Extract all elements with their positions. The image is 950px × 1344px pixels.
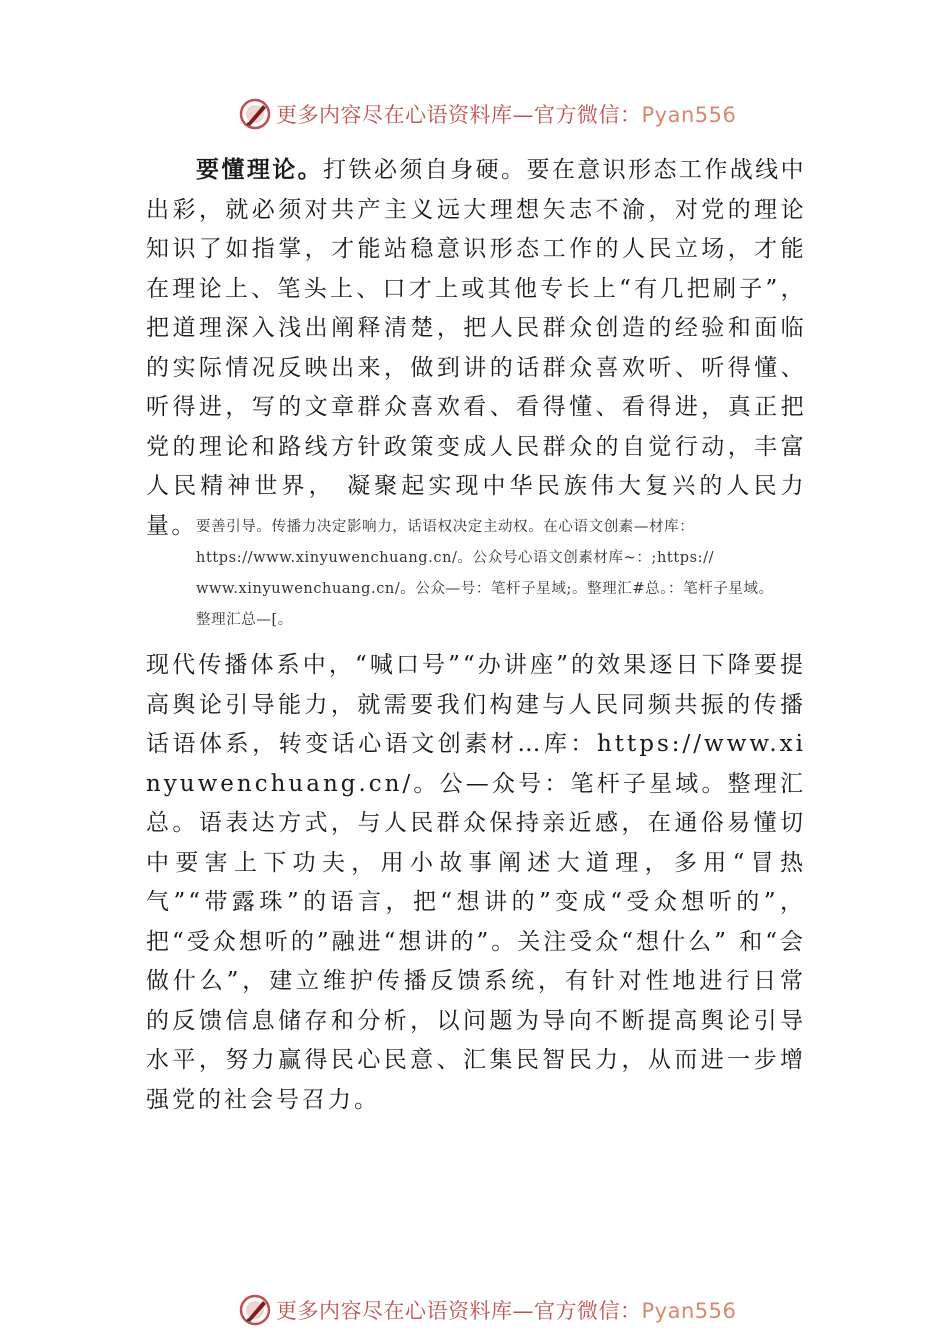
note-block bbox=[196, 512, 836, 636]
paragraph-body: 现代传播体系中，“喊口号”“办讲座”的效果逐日下降要提高舆论引导能力，就需要我们构建与人民同频共振的传播话语体系，转变话心语文创素材…库：https://www.xinyuwenchuang.cn/。公—众号：笔杆子星域。整理汇总。语表达方式，与人民群众保持亲近感，在通俗易懂切中要害上下功夫，用小故事阐述大道理，多用“冒热气”“带露珠”的语言，把“想讲的”变成“受众想听的”，把“受众想听的”融进“想讲的”。关注受众“想什么” 和“会做什么”，建立维护传播反馈系统，有针对性地进行日常的反馈信息储存和分析，以问题为导向不断提高舆论引导水平，努力赢得民心民意、汇集民智民力，从而进一步增强党的社会号召力。 bbox=[146, 652, 806, 1113]
wechat-id: Pyan556 bbox=[641, 1299, 737, 1323]
header-banner bbox=[238, 96, 758, 132]
note-line: 要善引导。传播力决定影响力，话语权决定主动权。在心语文创素—材库： bbox=[196, 519, 695, 535]
note-line: 整理汇总—[。 bbox=[196, 612, 293, 628]
footer-banner bbox=[238, 1292, 758, 1328]
note-line: https://www.xinyuwenchuang.cn/。公众号心语文创素材库~：;https:// bbox=[196, 550, 715, 566]
note-line: www.xinyuwenchuang.cn/。公众—号：笔杆子星域;。整理汇#总。：笔杆子星域。 bbox=[196, 581, 774, 597]
paragraph-body: 打铁必须自身硬。要在意识形态工作战线中出彩，就必须对共产主义远大理想矢志不渝，对党的理论知识了如指掌，才能站稳意识形态工作的人民立场，才能在理论上、笔头上、口才上或其他专长上“有几把刷子”，把道理深入浅出阐释清楚，把人民群众创造的经验和面临的实际情况反映出来，做到讲的话群众喜欢听、听得懂、听得进，写的文章群众喜欢看、看得懂、看得进，真正把党的理论和路线方针政策变成人民群众的自觉行动，丰富人民精神世界， 凝聚起实现中华民族伟大复兴的人民力量。 bbox=[146, 157, 807, 539]
banner-text: 更多内容尽在心语资料库—官方微信：Pyan556 bbox=[276, 1299, 737, 1323]
pen-logo-icon bbox=[238, 1293, 272, 1327]
paragraph-theory bbox=[146, 150, 806, 546]
paragraph-guidance bbox=[146, 646, 806, 1120]
banner-text: 更多内容尽在心语资料库—官方微信：Pyan556 bbox=[276, 103, 737, 127]
pen-logo-icon bbox=[238, 97, 272, 131]
paragraph-lead: 要懂理论。 bbox=[196, 156, 324, 183]
wechat-id: Pyan556 bbox=[641, 103, 737, 127]
